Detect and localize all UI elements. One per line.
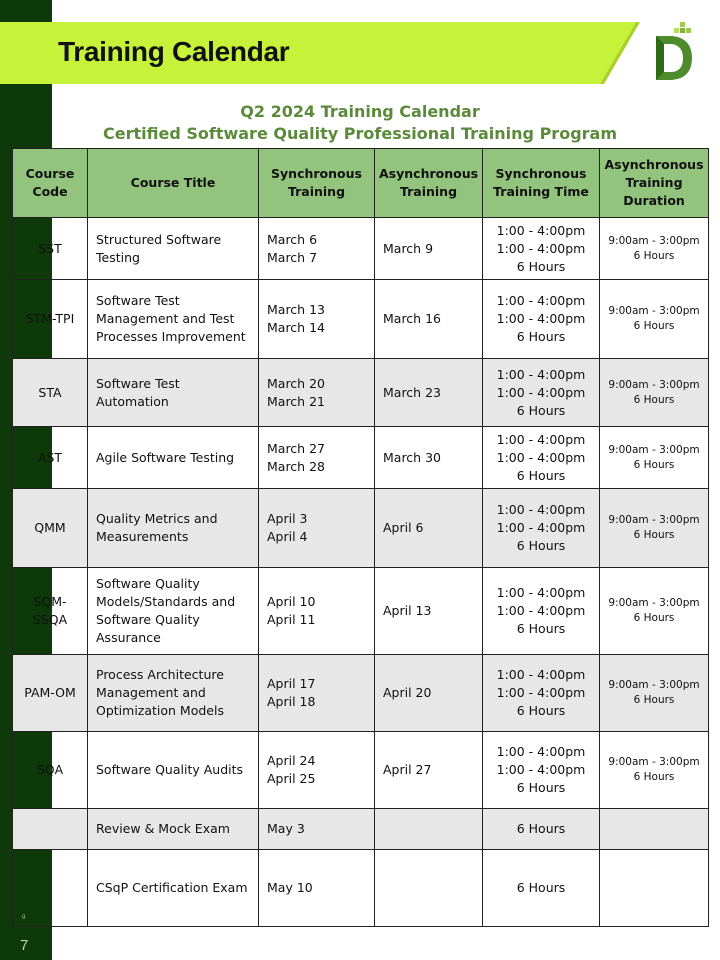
sync-time: 1:00 - 4:00pm 1:00 - 4:00pm 6 Hours <box>483 655 600 732</box>
course-title: Software Quality Models/Standards and Software Quality Assurance <box>88 568 259 655</box>
async-date: March 23 <box>375 359 483 427</box>
table-row <box>13 655 709 732</box>
sync-dates: April 10 April 11 <box>259 568 375 655</box>
table-row <box>13 218 709 280</box>
page-mark: ᵍ <box>22 912 26 922</box>
sync-dates: March 6 March 7 <box>259 218 375 280</box>
company-logo-icon <box>650 20 696 84</box>
sync-time: 1:00 - 4:00pm 1:00 - 4:00pm 6 Hours <box>483 427 600 489</box>
empty-cell <box>13 850 88 927</box>
subtitle-line-1: Q2 2024 Training Calendar <box>240 102 480 121</box>
sync-time: 1:00 - 4:00pm 1:00 - 4:00pm 6 Hours <box>483 568 600 655</box>
course-code: PAM-OM <box>13 655 88 732</box>
course-code: STA <box>13 359 88 427</box>
training-calendar-table <box>12 148 709 927</box>
async-date: April 27 <box>375 732 483 809</box>
async-date: March 30 <box>375 427 483 489</box>
table-row <box>13 732 709 809</box>
course-title: Structured Software Testing <box>88 218 259 280</box>
course-title: Process Architecture Management and Optimization Models <box>88 655 259 732</box>
exam-time: 6 Hours <box>483 809 600 850</box>
exam-time: 6 Hours <box>483 850 600 927</box>
course-code: SQM-SSQA <box>13 568 88 655</box>
exam-row <box>13 850 709 927</box>
sync-time: 1:00 - 4:00pm 1:00 - 4:00pm 6 Hours <box>483 218 600 280</box>
page-number: 7 <box>20 937 29 954</box>
async-duration: 9:00am - 3:00pm 6 Hours <box>600 359 709 427</box>
exam-title: Review & Mock Exam <box>88 809 259 850</box>
sync-dates: April 24 April 25 <box>259 732 375 809</box>
title-banner <box>0 22 640 84</box>
empty-cell <box>600 850 709 927</box>
async-duration: 9:00am - 3:00pm 6 Hours <box>600 280 709 359</box>
async-date: April 6 <box>375 489 483 568</box>
sync-dates: March 13 March 14 <box>259 280 375 359</box>
table-row <box>13 427 709 489</box>
exam-title: CSqP Certification Exam <box>88 850 259 927</box>
sync-time: 1:00 - 4:00pm 1:00 - 4:00pm 6 Hours <box>483 359 600 427</box>
empty-cell <box>13 809 88 850</box>
course-code: SQA <box>13 732 88 809</box>
table-header-row <box>13 149 709 218</box>
course-title: Agile Software Testing <box>88 427 259 489</box>
empty-cell <box>375 809 483 850</box>
async-date: March 9 <box>375 218 483 280</box>
table-row <box>13 568 709 655</box>
async-duration: 9:00am - 3:00pm 6 Hours <box>600 427 709 489</box>
exam-row <box>13 809 709 850</box>
course-title: Software Test Automation <box>88 359 259 427</box>
table-row <box>13 280 709 359</box>
course-code: SST <box>13 218 88 280</box>
column-header: Asynchronous Training Duration <box>600 149 709 218</box>
column-header: Course Title <box>88 149 259 218</box>
course-title: Quality Metrics and Measurements <box>88 489 259 568</box>
async-duration: 9:00am - 3:00pm 6 Hours <box>600 655 709 732</box>
course-code: STM-TPI <box>13 280 88 359</box>
exam-date: May 3 <box>259 809 375 850</box>
sync-time: 1:00 - 4:00pm 1:00 - 4:00pm 6 Hours <box>483 732 600 809</box>
column-header: Course Code <box>13 149 88 218</box>
table-row <box>13 359 709 427</box>
course-title: Software Test Management and Test Processes Improvement <box>88 280 259 359</box>
course-code: AST <box>13 427 88 489</box>
async-duration: 9:00am - 3:00pm 6 Hours <box>600 489 709 568</box>
async-duration: 9:00am - 3:00pm 6 Hours <box>600 568 709 655</box>
exam-date: May 10 <box>259 850 375 927</box>
course-title: Software Quality Audits <box>88 732 259 809</box>
sync-time: 1:00 - 4:00pm 1:00 - 4:00pm 6 Hours <box>483 489 600 568</box>
empty-cell <box>600 809 709 850</box>
sync-dates: March 27 March 28 <box>259 427 375 489</box>
async-duration: 9:00am - 3:00pm 6 Hours <box>600 218 709 280</box>
column-header: Asynchronous Training <box>375 149 483 218</box>
sync-dates: April 17 April 18 <box>259 655 375 732</box>
empty-cell <box>375 850 483 927</box>
column-header: Synchronous Training Time <box>483 149 600 218</box>
async-date: March 16 <box>375 280 483 359</box>
subtitle-line-2: Certified Software Quality Professional Training Program <box>103 124 617 143</box>
sync-dates: March 20 March 21 <box>259 359 375 427</box>
column-header: Synchronous Training <box>259 149 375 218</box>
course-code: QMM <box>13 489 88 568</box>
async-date: April 13 <box>375 568 483 655</box>
async-duration: 9:00am - 3:00pm 6 Hours <box>600 732 709 809</box>
async-date: April 20 <box>375 655 483 732</box>
table-row <box>13 489 709 568</box>
page-title: Training Calendar <box>58 36 290 67</box>
sync-dates: April 3 April 4 <box>259 489 375 568</box>
sync-time: 1:00 - 4:00pm 1:00 - 4:00pm 6 Hours <box>483 280 600 359</box>
